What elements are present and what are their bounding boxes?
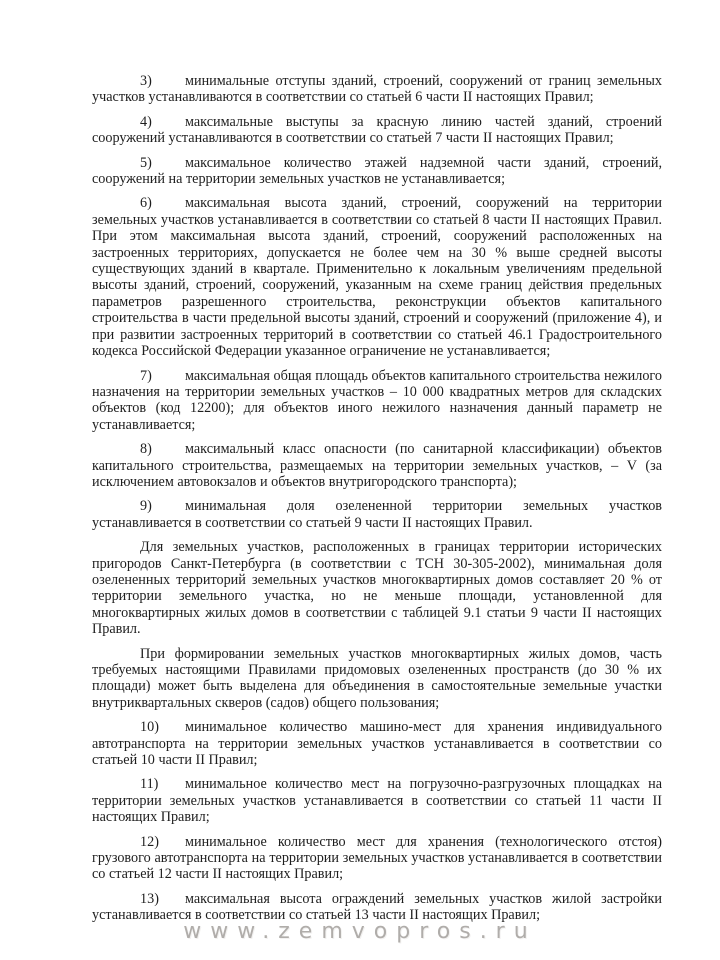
clause-5: [92, 155, 662, 188]
clause-number: 13): [140, 890, 159, 907]
paragraph-greening-historic-suburbs: [92, 539, 662, 637]
clause-text: максимальная высота зданий, строений, сооружений на территории земельных участков устанавливается в соответствии со статьей 8 части II настоящих Правил. При этом максимальная высота зданий, строений, сооружений расположенных на застроенных территориях, допускается не более чем на 30 % выше средней высоты существующих зданий в квартале. Применительно к локальным увеличениям предельной высоты зданий, строений, сооружений, указанным на схеме границ действия предельных параметров разрешенного строительства, реконструкции объектов капитального строительства в части предельной высоты зданий, строений и сооружений (приложение 4), и при развитии застроенных территорий в соответствии со статьей 46.1 Градостроительного кодекса Российской Федерации указанное ограничение не устанавливается;: [92, 195, 662, 360]
document-body: [92, 73, 662, 932]
paragraph-greening-courtyard-parks: [92, 646, 662, 712]
clause-number: 6): [140, 195, 152, 212]
clause-6: [92, 195, 662, 359]
clause-text: максимальное количество этажей надземной части зданий, строений, сооружений на территории земельных участков не устанавливается;: [92, 154, 662, 188]
paragraph-text: Для земельных участков, расположенных в границах территории исторических пригородов Санкт-Петербурга (в соответствии с ТСН 30-305-2002), минимальная доля озелененных территорий земельных участков многоквартирных домов составляет 20 % от территории земельного участка, но не меньше площади, установленной для многоквартирных жилых домов в соответствии с таблицей 9.1 статьи 9 части II настоящих Правил.: [92, 539, 662, 638]
clause-10: [92, 719, 662, 768]
clause-text: минимальное количество мест на погрузочно-разгрузочных площадках на территории земельных участков устанавливается в соответствии со статьей 11 части II настоящих Правил;: [92, 776, 662, 826]
clause-12: [92, 834, 662, 883]
clause-number: 4): [140, 113, 152, 130]
paragraph-text: При формировании земельных участков многоквартирных жилых домов, часть требуемых настоящими Правилами придомовых озелененных пространств (до 30 % их площади) может быть выделена для объединения в самостоятельные земельные участки внутриквартальных скверов (садов) общего пользования;: [92, 645, 662, 711]
clause-text: максимальный класс опасности (по санитарной классификации) объектов капитального строительства, размещаемых на территории земельных участков, – V (за исключением автовокзалов и объектов внутригородского транспорта);: [92, 441, 662, 490]
clause-number: 5): [140, 154, 152, 171]
clause-number: 10): [140, 719, 159, 736]
clause-9: [92, 498, 662, 531]
clause-8: [92, 441, 662, 490]
clause-text: минимальные отступы зданий, строений, сооружений от границ земельных участков устанавливаются в соответствии со статьей 6 части II настоящих Правил;: [92, 73, 662, 106]
clause-text: максимальная высота ограждений земельных участков жилой застройки устанавливается в соответствии со статьей 13 части II настоящих Правил;: [92, 890, 662, 924]
clause-number: 12): [140, 833, 159, 850]
clause-text: минимальное количество мест для хранения (технологического отстоя) грузового автотранспорта на территории земельных участков устанавливается в соответствии со статьей 12 части II настоящих Правил;: [92, 833, 662, 883]
site-watermark: www.zemvopros.ru: [183, 919, 537, 944]
clause-text: минимальное количество машино-мест для хранения индивидуального автотранспорта на территории земельных участков устанавливается в соответствии со статьей 10 части II Правил;: [92, 719, 662, 769]
clause-number: 8): [140, 441, 152, 458]
clause-text: максимальная общая площадь объектов капитального строительства нежилого назначения на территории земельных участков – 10 000 квадратных метров для складских объектов (код 12200); для объектов иного нежилого назначения данный параметр не устанавливается;: [92, 367, 662, 433]
clause-11: [92, 776, 662, 825]
clause-text: минимальная доля озелененной территории земельных участков устанавливается в соответствии со статьей 9 части II настоящих Правил.: [92, 498, 662, 531]
clause-text: максимальные выступы за красную линию частей зданий, строений сооружений устанавливаются в соответствии со статьей 7 части II настоящих Правил;: [92, 113, 662, 147]
clause-number: 7): [140, 367, 152, 384]
clause-3: [92, 73, 662, 106]
clause-4: [92, 114, 662, 147]
clause-7: [92, 368, 662, 434]
clause-number: 3): [140, 73, 152, 89]
clause-number: 11): [140, 776, 159, 793]
clause-number: 9): [140, 498, 152, 515]
